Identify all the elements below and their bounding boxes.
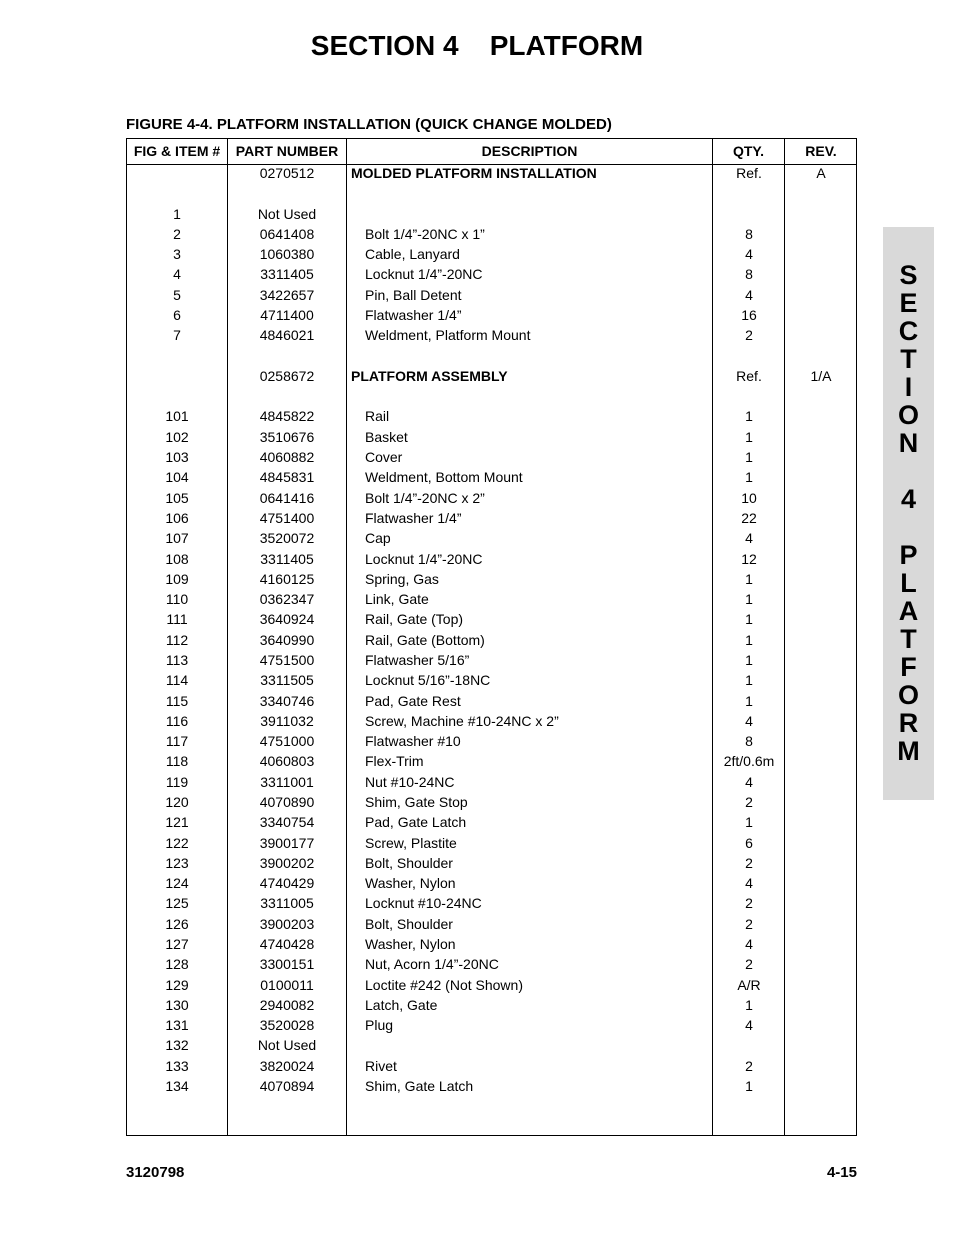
qty-cell: 2 [745, 956, 753, 973]
table-row [127, 772, 858, 792]
part-number-cell: 0641416 [259, 489, 315, 506]
qty-cell: A/R [737, 976, 761, 993]
fig-item-cell: 122 [165, 834, 189, 851]
part-number-cell: 3911032 [260, 712, 314, 729]
parts-table [126, 138, 857, 1136]
table-row [127, 873, 858, 893]
part-number-cell: 0362347 [259, 591, 315, 608]
table-row [127, 305, 858, 325]
description-cell: Cover [365, 449, 403, 466]
part-number-cell: 3311405 [260, 266, 314, 283]
part-number-cell: 4846021 [259, 327, 315, 344]
fig-item-cell: 111 [166, 611, 188, 628]
table-row [127, 204, 858, 224]
qty-cell: 16 [741, 307, 757, 324]
table-row [127, 427, 858, 447]
qty-cell: 1 [745, 408, 753, 425]
rev-cell: A [816, 165, 826, 181]
part-number-cell: 0258672 [259, 367, 315, 384]
part-number-cell: 4070894 [259, 1078, 315, 1095]
table-row [127, 731, 858, 751]
part-number-cell: 3311005 [260, 895, 314, 912]
fig-item-cell: 107 [165, 530, 189, 547]
qty-cell: 4 [745, 712, 753, 729]
qty-cell: 1 [745, 1078, 753, 1095]
table-row [127, 285, 858, 305]
table-row [127, 264, 858, 284]
qty-cell: 1 [745, 631, 753, 648]
part-number-cell: 3900203 [259, 915, 315, 932]
page-number: 4-15 [826, 1164, 857, 1181]
side-tab-letter [883, 513, 934, 541]
description-cell: Loctite #242 (Not Shown) [365, 976, 523, 993]
fig-item-cell: 1 [173, 205, 181, 222]
qty-cell: 2 [745, 793, 753, 810]
qty-cell: 4 [745, 1017, 753, 1034]
table-row [127, 934, 858, 954]
table-row [127, 609, 858, 629]
table-row [127, 467, 858, 487]
fig-item-cell: 126 [165, 915, 189, 932]
qty-cell: 12 [741, 550, 757, 567]
part-number-cell: 4751500 [259, 651, 315, 668]
table-row [127, 670, 858, 690]
fig-item-cell: 121 [165, 814, 189, 831]
table-row [127, 528, 858, 548]
description-cell: Cap [365, 530, 391, 547]
description-cell: Locknut 5/16”-18NC [365, 672, 491, 689]
side-tab-letter: E [899, 288, 918, 318]
qty-cell: 1 [745, 651, 753, 668]
table-row [127, 1056, 858, 1076]
part-number-cell: 3340746 [259, 692, 315, 709]
part-number-cell: 4845822 [259, 408, 315, 425]
part-number-cell: 3520028 [259, 1017, 315, 1034]
qty-cell: 8 [745, 225, 753, 242]
table-row [127, 650, 858, 670]
table-row [127, 163, 858, 183]
side-tab-letter: R [898, 708, 919, 738]
fig-item-cell: 128 [165, 956, 189, 973]
qty-cell: 1 [745, 996, 753, 1013]
page-title: SECTION 4 PLATFORM [310, 30, 644, 61]
qty-cell: 8 [745, 266, 753, 283]
qty-cell: 8 [745, 733, 753, 750]
table-row [127, 893, 858, 913]
table-row [127, 954, 858, 974]
fig-item-cell: 7 [173, 327, 181, 344]
description-cell: Rail, Gate (Bottom) [365, 631, 485, 648]
table-row [127, 549, 858, 569]
qty-cell: 1 [745, 611, 753, 628]
part-number-cell: 4751400 [259, 509, 315, 526]
side-tab-letter: I [904, 372, 913, 402]
side-tab-letter: T [900, 344, 917, 374]
fig-item-cell: 118 [165, 753, 189, 770]
part-number-cell: 3640924 [259, 611, 315, 628]
table-row [127, 1015, 858, 1035]
side-tab-letter: N [898, 428, 919, 458]
fig-item-cell: 117 [165, 733, 189, 750]
part-number-cell: 2940082 [259, 996, 315, 1013]
table-row [127, 386, 858, 406]
description-cell: Weldment, Bottom Mount [365, 469, 523, 486]
description-cell: Spring, Gas [365, 570, 439, 587]
side-tab-letter: O [897, 680, 919, 710]
table-row [127, 630, 858, 650]
table-row [127, 1076, 858, 1096]
fig-item-cell: 102 [165, 428, 189, 445]
qty-cell: 4 [745, 875, 753, 892]
description-cell: Washer, Nylon [365, 875, 456, 892]
description-cell: Rail, Gate (Top) [365, 611, 464, 628]
qty-cell: 2 [745, 1057, 753, 1074]
description-cell: Bolt 1/4”-20NC x 2” [365, 489, 485, 506]
part-number-cell: 3311405 [260, 550, 314, 567]
qty-cell: 4 [745, 936, 753, 953]
table-row [127, 792, 858, 812]
fig-item-cell: 113 [165, 651, 189, 668]
fig-item-cell: 130 [165, 996, 189, 1013]
description-cell: Screw, Machine #10-24NC x 2” [365, 712, 559, 729]
fig-item-cell: 2 [173, 225, 181, 242]
part-number-cell: 4060803 [259, 753, 315, 770]
part-number-cell: 3900202 [259, 854, 315, 871]
side-tab-letter: O [897, 400, 919, 430]
description-cell: Shim, Gate Latch [365, 1078, 474, 1095]
table-row [127, 853, 858, 873]
part-number-cell: 3900177 [259, 834, 315, 851]
description-cell: Flex-Trim [365, 753, 424, 770]
fig-item-cell: 119 [165, 773, 189, 790]
fig-item-cell: 132 [165, 1037, 189, 1054]
fig-item-cell: 110 [165, 591, 189, 608]
table-row [127, 346, 858, 366]
part-number-cell: 4060882 [259, 449, 315, 466]
part-number-cell: 4845831 [259, 469, 315, 486]
description-cell: Washer, Nylon [365, 936, 456, 953]
table-row [127, 711, 858, 731]
fig-item-cell: 125 [165, 895, 189, 912]
table-row [127, 244, 858, 264]
qty-cell: 6 [745, 834, 753, 851]
fig-item-cell: 133 [165, 1057, 189, 1074]
side-tab-letter: P [899, 540, 918, 570]
part-number-cell: 1060380 [259, 246, 315, 263]
part-number-cell: 4740428 [259, 936, 315, 953]
header-fig-item: FIG & ITEM # [133, 143, 221, 159]
description-cell: Bolt, Shoulder [365, 915, 453, 932]
fig-item-cell: 114 [165, 672, 189, 689]
description-cell: Link, Gate [365, 591, 429, 608]
part-number-cell: 3300151 [259, 956, 315, 973]
part-number-cell: Not Used [257, 1037, 317, 1054]
qty-cell: 1 [745, 449, 753, 466]
document-number: 3120798 [126, 1164, 185, 1181]
fig-item-cell: 127 [165, 936, 189, 953]
description-cell: Locknut 1/4”-20NC [365, 550, 483, 567]
side-tab-letter: F [900, 652, 917, 682]
header-part-number: PART NUMBER [235, 143, 339, 159]
qty-cell: 4 [745, 246, 753, 263]
description-cell: Rivet [365, 1057, 397, 1074]
description-cell: Nut #10-24NC [365, 773, 455, 790]
part-number-cell: Not Used [257, 205, 317, 222]
part-number-cell: 3340754 [259, 814, 315, 831]
qty-cell: 1 [745, 692, 753, 709]
table-row [127, 224, 858, 244]
side-tab-letter: T [900, 624, 917, 654]
qty-cell: 10 [741, 489, 757, 506]
table-row [127, 366, 858, 386]
header-description: DESCRIPTION [481, 143, 578, 159]
table-row [127, 508, 858, 528]
fig-item-cell: 5 [173, 286, 181, 303]
qty-cell: 1 [745, 570, 753, 587]
fig-item-cell: 4 [173, 266, 181, 283]
qty-cell: 1 [745, 672, 753, 689]
table-row [127, 995, 858, 1015]
qty-cell: 1 [745, 814, 753, 831]
description-cell: Pad, Gate Rest [365, 692, 461, 709]
description-cell: Nut, Acorn 1/4”-20NC [365, 956, 499, 973]
part-number-cell: 4160125 [259, 570, 315, 587]
side-tab-letter: A [898, 596, 919, 626]
description-cell: Weldment, Platform Mount [365, 327, 531, 344]
header-rev: REV. [805, 143, 837, 159]
qty-cell: 2 [745, 895, 753, 912]
side-tab-letter: S [899, 260, 918, 290]
figure-title: FIGURE 4-4. PLATFORM INSTALLATION (QUICK CHANGE MOLDED) [126, 116, 612, 133]
qty-cell: 22 [741, 509, 757, 526]
description-cell: Flatwasher 5/16” [365, 651, 470, 668]
qty-cell: 1 [745, 591, 753, 608]
side-tab-letter: M [897, 736, 920, 766]
part-number-cell: 4070890 [259, 793, 315, 810]
description-cell: Bolt, Shoulder [365, 854, 453, 871]
qty-cell: 4 [745, 773, 753, 790]
description-cell: Rail [365, 408, 390, 425]
description-cell: Basket [365, 428, 408, 445]
qty-cell: 1 [745, 469, 753, 486]
table-row [127, 589, 858, 609]
fig-item-cell: 106 [165, 509, 189, 526]
side-tab-letter: C [898, 316, 919, 346]
description-cell: Pin, Ball Detent [365, 286, 462, 303]
part-number-cell: 4711400 [260, 307, 314, 324]
fig-item-cell: 124 [165, 875, 189, 892]
qty-cell: Ref. [736, 367, 762, 384]
fig-item-cell: 105 [165, 489, 189, 506]
part-number-cell: 3520072 [259, 530, 315, 547]
fig-item-cell: 131 [165, 1017, 189, 1034]
fig-item-cell: 108 [165, 550, 189, 567]
qty-cell: 1 [745, 428, 753, 445]
table-row [127, 183, 858, 203]
part-number-cell: 4751000 [259, 733, 315, 750]
fig-item-cell: 6 [173, 307, 181, 324]
description-cell: Flatwasher 1/4” [365, 509, 462, 526]
part-number-cell: 0100011 [260, 976, 314, 993]
description-cell: Bolt 1/4”-20NC x 1” [365, 225, 485, 242]
rev-cell: 1/A [810, 367, 832, 384]
side-tab-letter: 4 [900, 484, 917, 514]
qty-cell: 4 [745, 286, 753, 303]
description-cell: Screw, Plastite [365, 834, 457, 851]
qty-cell: 4 [745, 530, 753, 547]
fig-item-cell: 104 [165, 469, 189, 486]
side-tab-letter [883, 457, 934, 485]
fig-item-cell: 112 [165, 631, 189, 648]
fig-item-cell: 116 [165, 712, 189, 729]
fig-item-cell: 134 [165, 1078, 189, 1095]
description-cell: MOLDED PLATFORM INSTALLATION [351, 165, 597, 181]
table-row [127, 691, 858, 711]
table-row [127, 1035, 858, 1055]
fig-item-cell: 115 [165, 692, 189, 709]
table-row [127, 325, 858, 345]
qty-cell: 2 [745, 915, 753, 932]
description-cell: Plug [365, 1017, 394, 1034]
part-number-cell: 3510676 [259, 428, 315, 445]
fig-item-cell: 129 [165, 976, 189, 993]
table-row [127, 812, 858, 832]
table-row [127, 914, 858, 934]
part-number-cell: 3311001 [260, 773, 314, 790]
part-number-cell: 0641408 [259, 225, 315, 242]
fig-item-cell: 103 [165, 449, 189, 466]
description-cell: Latch, Gate [365, 996, 438, 1013]
fig-item-cell: 109 [165, 570, 189, 587]
header-qty: QTY. [732, 143, 765, 159]
table-row [127, 833, 858, 853]
qty-cell: 2 [745, 854, 753, 871]
qty-cell: 2 [745, 327, 753, 344]
table-row [127, 406, 858, 426]
part-number-cell: 0270512 [259, 165, 315, 181]
part-number-cell: 3820024 [259, 1057, 315, 1074]
description-cell: Locknut #10-24NC [365, 895, 482, 912]
part-number-cell: 4740429 [259, 875, 315, 892]
section-side-tab [883, 227, 934, 800]
table-row [127, 488, 858, 508]
fig-item-cell: 123 [165, 854, 189, 871]
table-row [127, 569, 858, 589]
description-cell: Flatwasher 1/4” [365, 307, 462, 324]
description-cell: Cable, Lanyard [365, 246, 460, 263]
description-cell: Shim, Gate Stop [365, 793, 468, 810]
description-cell: Pad, Gate Latch [365, 814, 467, 831]
part-number-cell: 3640990 [259, 631, 315, 648]
description-cell: PLATFORM ASSEMBLY [351, 367, 508, 384]
table-row [127, 751, 858, 771]
qty-cell: 2ft/0.6m [723, 753, 775, 770]
description-cell: Locknut 1/4”-20NC [365, 266, 483, 283]
table-row [127, 975, 858, 995]
side-tab-letter: L [900, 568, 917, 598]
fig-item-cell: 101 [165, 408, 189, 425]
qty-cell: Ref. [736, 165, 762, 181]
fig-item-cell: 120 [165, 793, 189, 810]
part-number-cell: 3311505 [260, 672, 314, 689]
description-cell: Flatwasher #10 [365, 733, 461, 750]
fig-item-cell: 3 [173, 246, 181, 263]
part-number-cell: 3422657 [259, 286, 315, 303]
table-row [127, 447, 858, 467]
